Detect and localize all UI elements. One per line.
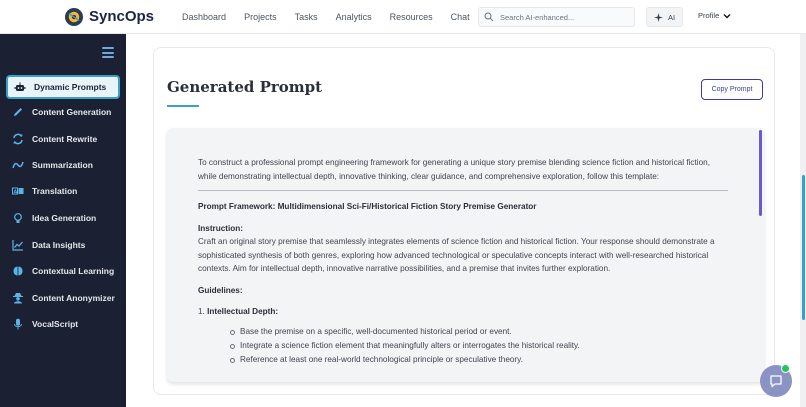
sidebar-item-label: Content Generation [32,107,112,117]
sidebar-item-vocalscript[interactable] [6,312,120,336]
nav-dashboard[interactable]: Dashboard [182,11,227,22]
sidebar-item-content-rewrite[interactable] [6,127,120,151]
guidelines-heading: Guidelines: [198,285,243,295]
sidebar-item-data-insights[interactable] [6,233,120,257]
sidebar-item-idea-generation[interactable] [6,206,120,230]
nav-chat[interactable]: Chat [450,11,470,22]
lightbulb-icon [12,212,24,224]
list-item: Reference at least one real-world technological principle or speculative theory. [230,353,728,367]
sidebar-item-label: VocalScript [32,319,79,329]
page-title: Generated Prompt [167,78,323,96]
framework-title: Prompt Framework: Multidimensional Sci-Fi/Historical Fiction Story Premise Generator [198,202,537,211]
top-navbar [0,0,806,34]
divider [198,190,728,191]
guideline-title: Intellectual Depth: [207,307,279,316]
sidebar-item-label: Data Insights [32,240,86,250]
chevron-down-icon [723,12,731,20]
prompt-card [153,47,775,395]
logo-icon [65,8,83,26]
guideline-bullets [230,325,728,367]
microphone-icon [12,318,24,330]
sidebar-item-label: Idea Generation [32,213,97,223]
sidebar-item-content-anonymizer[interactable] [6,286,120,310]
nav-projects[interactable]: Projects [244,11,277,22]
nav-resources[interactable]: Resources [389,11,433,22]
intro-text: To construct a professional prompt engineering framework for generating a unique story premise blending science fiction and historical fiction, while demonstrating intellectual depth, innovative thinking, clear guidance, and comprehensive exploration, follow this template: [198,158,710,181]
search-box[interactable] [478,7,635,27]
brain-icon [12,265,24,277]
menu-toggle-icon[interactable] [102,47,114,58]
nav-analytics[interactable]: Analytics [335,11,372,22]
sidebar-item-contextual-learning[interactable] [6,259,120,283]
prompt-text [198,156,728,367]
sidebar [0,34,126,407]
search-icon [484,12,494,22]
profile-menu[interactable] [698,11,731,20]
ai-button[interactable] [646,7,683,27]
sidebar-item-summarization[interactable] [6,153,120,177]
search-input[interactable] [500,13,630,22]
chart-line-icon [12,239,24,251]
main-content [126,34,806,407]
list-item: Integrate a science fiction element that meaningfully alters or interrogates the historical reality. [230,339,728,353]
sparkle-icon [654,13,663,22]
sidebar-item-label: Translation [32,186,78,196]
guideline-number: 1. [198,307,205,316]
sidebar-item-label: Dynamic Prompts [34,82,107,92]
svg-text:A: A [13,189,18,195]
guideline-item [198,305,728,319]
chat-icon [769,374,783,388]
sidebar-item-label: Content Anonymizer [32,293,115,303]
instruction-text: Craft an original story premise that seamlessly integrates elements of science fiction and historical fiction. Your response should demonstrate a sophisticated synthesis of both genres, exploring how advanced technological or speculative concepts interact with well-researched historical contexts. Aim for intellectual depth, innovative narrative possibilities, and a premise that invites further exploration. [198,237,715,273]
copy-prompt-button[interactable]: Copy Prompt [701,79,763,100]
title-underline [167,105,199,107]
sidebar-item-label: Contextual Learning [32,266,115,276]
profile-label: Profile [698,11,720,20]
list-item: Base the premise on a specific, well-documented historical period or event. [230,325,728,339]
summary-icon [12,159,24,171]
sidebar-item-label: Summarization [32,160,93,170]
sidebar-item-label: Content Rewrite [32,134,98,144]
translate-icon [12,185,24,197]
robot-icon [14,81,26,93]
sidebar-item-content-generation[interactable] [6,100,120,124]
instruction-heading: Instruction: [198,223,244,233]
online-status-dot [781,364,790,373]
pen-icon [12,106,24,118]
ai-label: AI [667,12,676,22]
nav-tasks[interactable]: Tasks [294,11,318,22]
main-nav [182,12,488,22]
sync-icon [12,133,24,145]
output-scroll-indicator[interactable] [759,130,762,216]
sidebar-item-translation[interactable] [6,179,120,203]
prompt-output[interactable] [167,128,764,382]
user-secret-icon [12,292,24,304]
page-scrollbar-thumb[interactable] [802,175,805,320]
app-name: SyncOps [89,8,155,25]
brand[interactable] [65,8,154,26]
sidebar-item-dynamic-prompts[interactable] [6,75,120,99]
